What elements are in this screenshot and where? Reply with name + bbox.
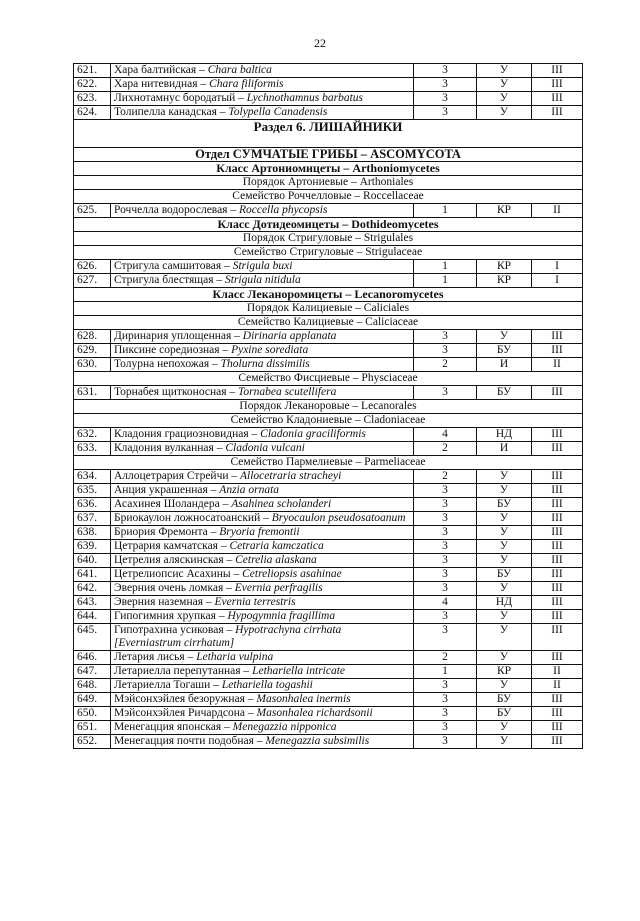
status: У <box>477 554 532 568</box>
category: 3 <box>414 554 477 568</box>
russian-name: Стригула самшитовая – <box>114 260 233 272</box>
protection-class: III <box>532 582 583 596</box>
order-row <box>74 176 583 190</box>
species-name <box>111 274 414 288</box>
species-name <box>111 665 414 679</box>
latin-name: Dirinaria applanata <box>242 330 337 342</box>
species-row <box>74 358 583 372</box>
order-heading: Порядок Стригуловые – Strigulales <box>74 232 583 246</box>
species-row <box>74 386 583 400</box>
row-number: 629. <box>74 344 111 358</box>
species-name <box>111 735 414 749</box>
russian-name: Летариелла Тогаши – <box>114 679 222 691</box>
latin-name: Masonhalea richardsonii <box>256 707 373 719</box>
row-number: 633. <box>74 442 111 456</box>
status: БУ <box>477 693 532 707</box>
protection-class: III <box>532 554 583 568</box>
class-row <box>74 162 583 176</box>
latin-name: Bryoria fremontii <box>219 526 300 538</box>
category: 4 <box>414 596 477 610</box>
russian-name: Стригула блестящая – <box>114 274 225 286</box>
row-number: 638. <box>74 526 111 540</box>
latin-name: Cladonia graciliformis <box>260 428 366 440</box>
order-heading: Порядок Калициевые – Caliciales <box>74 302 583 316</box>
row-number: 622. <box>74 78 111 92</box>
russian-name: Торнабея щитконосная – <box>114 386 239 398</box>
family-heading: Семейство Фисциевые – Physciaceae <box>74 372 583 386</box>
category: 2 <box>414 651 477 665</box>
latin-name: Evernia terrestris <box>214 596 296 608</box>
family-heading: Семейство Кладониевые – Cladoniaceae <box>74 414 583 428</box>
dept-row <box>74 148 583 162</box>
species-row <box>74 330 583 344</box>
protection-class: III <box>532 721 583 735</box>
status: БУ <box>477 707 532 721</box>
species-name <box>111 484 414 498</box>
species-row <box>74 693 583 707</box>
latin-name: Tornabea scutellifera <box>238 386 337 398</box>
species-row <box>74 344 583 358</box>
protection-class: III <box>532 624 583 651</box>
row-number: 643. <box>74 596 111 610</box>
category: 3 <box>414 707 477 721</box>
protection-class: III <box>532 442 583 456</box>
row-number: 637. <box>74 512 111 526</box>
protection-class: III <box>532 526 583 540</box>
species-row <box>74 526 583 540</box>
status: НД <box>477 596 532 610</box>
species-row <box>74 204 583 218</box>
row-number: 652. <box>74 735 111 749</box>
species-name <box>111 442 414 456</box>
category: 3 <box>414 735 477 749</box>
order-row <box>74 400 583 414</box>
species-name <box>111 540 414 554</box>
species-row <box>74 596 583 610</box>
russian-name: Роччелла водорослевая – <box>114 204 239 216</box>
protection-class: III <box>532 498 583 512</box>
category: 2 <box>414 358 477 372</box>
family-row <box>74 456 583 470</box>
protection-class: III <box>532 470 583 484</box>
latin-name: Cladonia vulcani <box>225 442 305 454</box>
row-number: 644. <box>74 610 111 624</box>
class-row <box>74 218 583 232</box>
dept-heading: Отдел СУМЧАТЫЕ ГРИБЫ – ASCOMYCOTA <box>74 148 583 162</box>
species-name <box>111 498 414 512</box>
family-heading: Семейство Пармелиевые – Parmeliaceae <box>74 456 583 470</box>
status: У <box>477 330 532 344</box>
row-number: 640. <box>74 554 111 568</box>
protection-class: III <box>532 735 583 749</box>
category: 3 <box>414 721 477 735</box>
status: У <box>477 582 532 596</box>
protection-class: III <box>532 106 583 120</box>
row-number: 634. <box>74 470 111 484</box>
row-number: 628. <box>74 330 111 344</box>
russian-name: Эверния очень ломкая – <box>114 582 235 594</box>
class-heading: Класс Артониомицеты – Arthoniomycetes <box>74 162 583 176</box>
russian-name: Лихнотамнус бородатый – <box>114 92 247 104</box>
protection-class: III <box>532 386 583 400</box>
row-number: 641. <box>74 568 111 582</box>
order-heading: Порядок Леканоровые – Lecanorales <box>74 400 583 414</box>
species-name <box>111 330 414 344</box>
category: 3 <box>414 624 477 651</box>
species-name <box>111 386 414 400</box>
category: 3 <box>414 92 477 106</box>
row-number: 626. <box>74 260 111 274</box>
species-name <box>111 344 414 358</box>
species-name <box>111 707 414 721</box>
category: 1 <box>414 204 477 218</box>
russian-name: Летариелла перепутанная – <box>114 665 253 677</box>
russian-name: Асахинея Шоландера – <box>114 498 232 510</box>
species-name <box>111 721 414 735</box>
status: И <box>477 358 532 372</box>
row-number: 635. <box>74 484 111 498</box>
species-name <box>111 582 414 596</box>
category: 4 <box>414 428 477 442</box>
row-number: 627. <box>74 274 111 288</box>
category: 3 <box>414 484 477 498</box>
species-row <box>74 568 583 582</box>
row-number: 651. <box>74 721 111 735</box>
protection-class: II <box>532 358 583 372</box>
category: 3 <box>414 330 477 344</box>
species-name <box>111 78 414 92</box>
protection-class: II <box>532 679 583 693</box>
status: У <box>477 106 532 120</box>
species-row <box>74 582 583 596</box>
species-row <box>74 540 583 554</box>
status: КР <box>477 204 532 218</box>
row-number: 649. <box>74 693 111 707</box>
row-number: 645. <box>74 624 111 651</box>
species-row <box>74 260 583 274</box>
page-number: 22 <box>314 36 326 50</box>
species-row <box>74 554 583 568</box>
family-heading: Семейство Роччелловые – Roccellaceae <box>74 190 583 204</box>
species-row <box>74 274 583 288</box>
species-name <box>111 92 414 106</box>
russian-name: Менегацция почти подобная – <box>114 735 266 747</box>
row-number: 639. <box>74 540 111 554</box>
category: 3 <box>414 582 477 596</box>
species-row <box>74 735 583 749</box>
russian-name: Пиксине соредиозная – <box>114 344 232 356</box>
species-name <box>111 204 414 218</box>
species-row <box>74 92 583 106</box>
status: БУ <box>477 498 532 512</box>
protection-class: III <box>532 707 583 721</box>
status: НД <box>477 428 532 442</box>
category: 3 <box>414 344 477 358</box>
latin-name: Lychnothamnus barbatus <box>246 92 363 104</box>
species-name <box>111 596 414 610</box>
row-number: 636. <box>74 498 111 512</box>
russian-name: Толипелла канадская – <box>114 106 229 118</box>
species-row <box>74 624 583 651</box>
species-name <box>111 526 414 540</box>
protection-class: III <box>532 540 583 554</box>
russian-name: Диринария уплощенная – <box>114 330 243 342</box>
species-row <box>74 106 583 120</box>
latin-name: Chara filiformis <box>209 78 284 90</box>
species-row <box>74 610 583 624</box>
status: У <box>477 610 532 624</box>
latin-name: Allocetraria stracheyi <box>240 470 342 482</box>
russian-name: Анция украшенная – <box>114 484 220 496</box>
species-row <box>74 78 583 92</box>
species-name <box>111 554 414 568</box>
russian-name: Гипотрахина усиковая – <box>114 624 236 636</box>
status: У <box>477 721 532 735</box>
category: 3 <box>414 568 477 582</box>
species-row <box>74 484 583 498</box>
status: У <box>477 540 532 554</box>
species-row <box>74 428 583 442</box>
category: 1 <box>414 260 477 274</box>
class-heading: Класс Дотидеомицеты – Dothideomycetes <box>74 218 583 232</box>
russian-name: Кладония грациозновидная – <box>114 428 261 440</box>
order-heading: Порядок Артониевые – Arthoniales <box>74 176 583 190</box>
category: 3 <box>414 693 477 707</box>
category: 3 <box>414 498 477 512</box>
family-row <box>74 190 583 204</box>
family-heading: Семейство Стригуловые – Strigulaceae <box>74 246 583 260</box>
status: И <box>477 442 532 456</box>
russian-name: Цетрария камчатская – <box>114 540 230 552</box>
latin-name: Asahinea scholanderi <box>231 498 332 510</box>
family-row <box>74 316 583 330</box>
family-row <box>74 372 583 386</box>
category: 3 <box>414 679 477 693</box>
species-name <box>111 679 414 693</box>
status: КР <box>477 260 532 274</box>
russian-name: Хара балтийская – <box>114 64 208 76</box>
species-row <box>74 512 583 526</box>
latin-name: Bryocaulon pseudosatoanum <box>271 512 406 524</box>
order-row <box>74 232 583 246</box>
species-row <box>74 651 583 665</box>
species-row <box>74 498 583 512</box>
species-row <box>74 665 583 679</box>
species-name <box>111 470 414 484</box>
row-number: 632. <box>74 428 111 442</box>
species-name <box>111 512 414 526</box>
latin-name: Evernia perfragilis <box>234 582 323 594</box>
status: БУ <box>477 344 532 358</box>
row-number: 650. <box>74 707 111 721</box>
species-name <box>111 260 414 274</box>
species-name <box>111 693 414 707</box>
species-row <box>74 679 583 693</box>
species-name <box>111 624 414 651</box>
category: 1 <box>414 274 477 288</box>
latin-name: Letharia vulpina <box>196 651 274 663</box>
species-name <box>111 651 414 665</box>
protection-class: III <box>532 330 583 344</box>
protection-class: I <box>532 274 583 288</box>
row-number: 625. <box>74 204 111 218</box>
latin-name: Pyxine sorediata <box>231 344 309 356</box>
russian-name: Эверния наземная – <box>114 596 215 608</box>
category: 3 <box>414 526 477 540</box>
russian-name: Цетрелиопсис Асахины – <box>114 568 243 580</box>
latin-name: Strigula buxi <box>232 260 293 272</box>
species-row <box>74 470 583 484</box>
category: 3 <box>414 386 477 400</box>
russian-name: Толурна непохожая – <box>114 358 221 370</box>
protection-class: III <box>532 78 583 92</box>
latin-name: Menegazzia subsimilis <box>265 735 370 747</box>
species-name <box>111 610 414 624</box>
latin-name: Tolypella Canadensis <box>228 106 328 118</box>
category: 3 <box>414 610 477 624</box>
latin-name: Hypogymnia fragillima <box>227 610 336 622</box>
status: У <box>477 624 532 651</box>
russian-name: Летария лисья – <box>114 651 197 663</box>
row-number: 623. <box>74 92 111 106</box>
species-name <box>111 64 414 78</box>
latin-name: Strigula nitidula <box>224 274 301 286</box>
category: 1 <box>414 665 477 679</box>
section-heading: Раздел 6. ЛИШАЙНИКИ <box>74 120 583 148</box>
latin-name: Masonhalea inermis <box>256 693 351 705</box>
protection-class: III <box>532 596 583 610</box>
russian-name: Хара нитевидная – <box>114 78 210 90</box>
table-body <box>74 64 583 749</box>
species-row <box>74 707 583 721</box>
protection-class: II <box>532 665 583 679</box>
protection-class: III <box>532 512 583 526</box>
status: У <box>477 484 532 498</box>
russian-name: Мэйсонхэйлея безоружная – <box>114 693 257 705</box>
latin-name: Hypotrachyna cirrhata [Everniastrum cirrhatum] <box>114 624 342 649</box>
status: У <box>477 526 532 540</box>
russian-name: Бриория Фремонта – <box>114 526 220 538</box>
status: КР <box>477 665 532 679</box>
species-name <box>111 428 414 442</box>
species-name <box>111 106 414 120</box>
protection-class: III <box>532 568 583 582</box>
protection-class: III <box>532 344 583 358</box>
latin-name: Menegazzia nipponica <box>232 721 337 733</box>
category: 3 <box>414 78 477 92</box>
species-name <box>111 358 414 372</box>
protection-class: III <box>532 484 583 498</box>
russian-name: Аллоцетрария Стрейчи – <box>114 470 241 482</box>
category: 3 <box>414 106 477 120</box>
species-table <box>73 63 583 749</box>
status: У <box>477 470 532 484</box>
row-number: 646. <box>74 651 111 665</box>
row-number: 630. <box>74 358 111 372</box>
russian-name: Мэйсонхэйлея Ричардсона – <box>114 707 257 719</box>
status: КР <box>477 274 532 288</box>
russian-name: Кладония вулканная – <box>114 442 226 454</box>
row-number: 648. <box>74 679 111 693</box>
category: 3 <box>414 540 477 554</box>
row-number: 631. <box>74 386 111 400</box>
latin-name: Cetrelia alaskana <box>235 554 317 566</box>
species-row <box>74 64 583 78</box>
protection-class: III <box>532 651 583 665</box>
protection-class: III <box>532 64 583 78</box>
category: 2 <box>414 442 477 456</box>
status: У <box>477 651 532 665</box>
species-row <box>74 721 583 735</box>
category: 2 <box>414 470 477 484</box>
status: У <box>477 92 532 106</box>
status: У <box>477 512 532 526</box>
class-heading: Класс Леканоромицеты – Lecanoromycetes <box>74 288 583 302</box>
row-number: 642. <box>74 582 111 596</box>
status: БУ <box>477 386 532 400</box>
species-row <box>74 442 583 456</box>
class-row <box>74 288 583 302</box>
latin-name: Anzia ornata <box>219 484 280 496</box>
order-row <box>74 302 583 316</box>
protection-class: III <box>532 610 583 624</box>
protection-class: III <box>532 428 583 442</box>
row-number: 624. <box>74 106 111 120</box>
latin-name: Lethariella intricate <box>252 665 346 677</box>
status: БУ <box>477 568 532 582</box>
protection-class: III <box>532 92 583 106</box>
protection-class: III <box>532 693 583 707</box>
species-name <box>111 568 414 582</box>
family-row <box>74 246 583 260</box>
latin-name: Cetraria kamczatica <box>229 540 324 552</box>
latin-name: Roccella phycopsis <box>238 204 328 216</box>
status: У <box>477 64 532 78</box>
category: 3 <box>414 512 477 526</box>
latin-name: Cetreliopsis asahinae <box>242 568 342 580</box>
status: У <box>477 735 532 749</box>
status: У <box>477 78 532 92</box>
latin-name: Lethariella togashii <box>221 679 313 691</box>
status: У <box>477 679 532 693</box>
russian-name: Цетрелия аляскинская – <box>114 554 236 566</box>
protection-class: II <box>532 204 583 218</box>
category: 3 <box>414 64 477 78</box>
russian-name: Менегацция японская – <box>114 721 233 733</box>
latin-name: Chara baltica <box>207 64 272 76</box>
section-row <box>74 120 583 148</box>
row-number: 647. <box>74 665 111 679</box>
family-row <box>74 414 583 428</box>
row-number: 621. <box>74 64 111 78</box>
protection-class: I <box>532 260 583 274</box>
family-heading: Семейство Калициевые – Caliciaceae <box>74 316 583 330</box>
russian-name: Бриокаулон ложносатоанский – <box>114 512 272 524</box>
latin-name: Tholurna dissimilis <box>220 358 310 370</box>
russian-name: Гипогимния хрупкая – <box>114 610 228 622</box>
